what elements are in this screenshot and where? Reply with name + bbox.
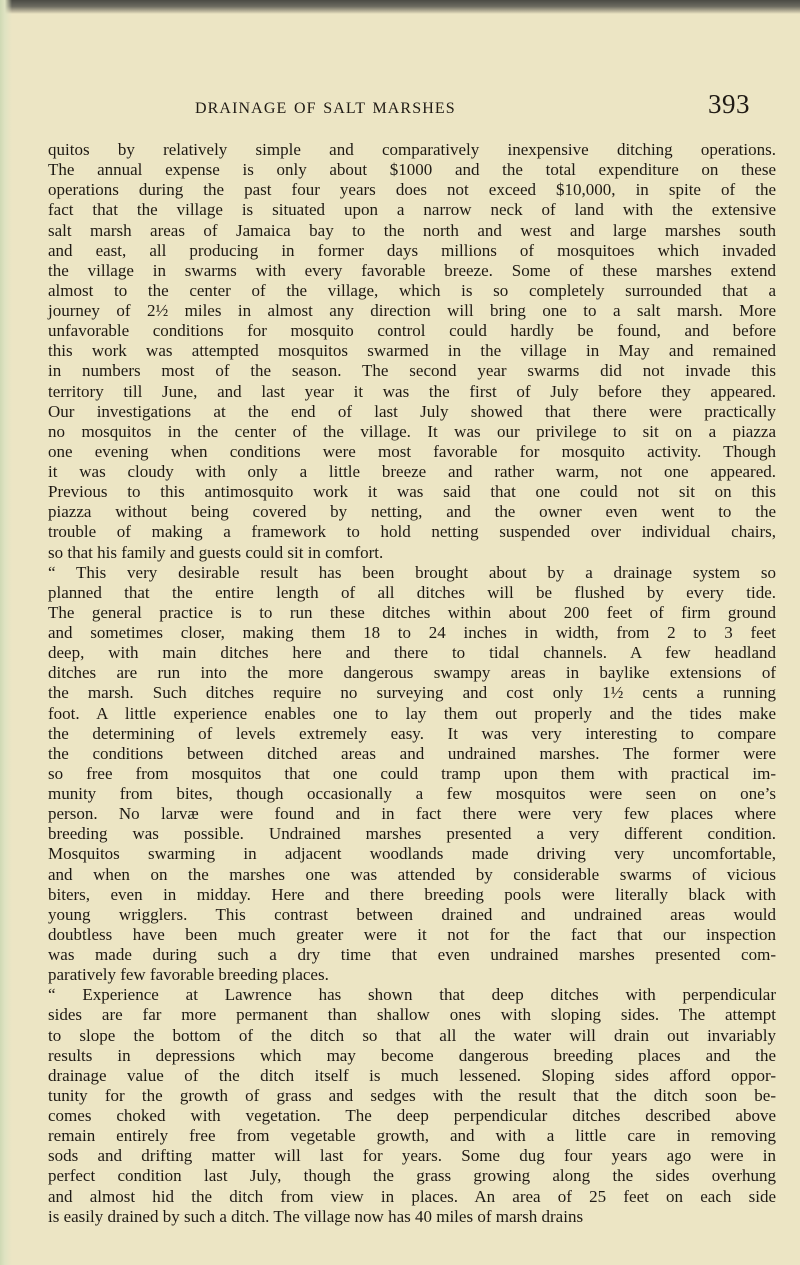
text-line: Our investigations at the end of last July showed that there were practically bbox=[48, 401, 776, 421]
text-line: sods and drifting matter will last for years. Some dug four years ago were in bbox=[48, 1146, 776, 1166]
text-line: territory till June, and last year it was the first of July before they appeared. bbox=[48, 381, 776, 401]
text-line: journey of 2½ miles in almost any direction will bring one to a salt marsh. More bbox=[48, 301, 776, 320]
text-line: this work was attempted mosquitos swarmed in the village in May and remained bbox=[48, 341, 776, 361]
text-line: trouble of making a framework to hold netting suspended over individual chairs, bbox=[48, 522, 776, 542]
page-text bbox=[48, 140, 776, 1227]
text-line: “ This very desirable result has been brought about by a drainage system so bbox=[48, 562, 776, 582]
text-line: The general practice is to run these ditches within about 200 feet of firm ground bbox=[48, 602, 776, 622]
text-line: unfavorable conditions for mosquito control could hardly be found, and before bbox=[48, 321, 776, 341]
text-line: so free from mosquitos that one could tramp upon them with practical im- bbox=[48, 763, 776, 783]
text-line: fact that the village is situated upon a narrow neck of land with the extensive bbox=[48, 200, 776, 220]
text-line: no mosquitos in the center of the village. It was our privilege to sit on a piazza bbox=[48, 421, 776, 441]
text-line: and almost hid the ditch from view in places. An area of 25 feet on each side bbox=[48, 1186, 776, 1206]
text-line: and when on the marshes one was attended by considerable swarms of vicious bbox=[48, 864, 776, 884]
text-line: The annual expense is only about $1000 and the total expenditure on these bbox=[48, 160, 776, 180]
text-line: the conditions between ditched areas and undrained marshes. The former were bbox=[48, 743, 776, 763]
text-line: results in depressions which may become dangerous breeding places and the bbox=[48, 1045, 776, 1065]
text-line: and east, all producing in former days millions of mosquitoes which invaded bbox=[48, 240, 776, 260]
text-line: paratively few favorable breeding places. bbox=[48, 965, 329, 985]
text-line: it was cloudy with only a little breeze and rather warm, not one appeared. bbox=[48, 462, 776, 481]
text-line: almost to the center of the village, which is so completely surrounded that a bbox=[48, 280, 776, 300]
text-line: the village in swarms with every favorable breeze. Some of these marshes extend bbox=[48, 260, 776, 280]
text-line: salt marsh areas of Jamaica bay to the north and west and large marshes south bbox=[48, 220, 776, 240]
text-line: piazza without being covered by netting, and the owner even went to the bbox=[48, 502, 776, 522]
text-line: so that his family and guests could sit in comfort. bbox=[48, 542, 384, 562]
text-line: the determining of levels extremely easy. It was very interesting to compare bbox=[48, 723, 776, 743]
text-line: breeding was possible. Undrained marshes presented a very different condition. bbox=[48, 824, 776, 844]
text-line: young wrigglers. This contrast between drained and undrained areas would bbox=[48, 904, 776, 924]
text-line: ditches are run into the more dangerous swampy areas in baylike extensions of bbox=[48, 663, 776, 683]
text-line: person. No larvæ were found and in fact there were very few places where bbox=[48, 804, 776, 824]
text-line: planned that the entire length of all ditches will be flushed by every tide. bbox=[48, 582, 776, 602]
page-number: 393 bbox=[708, 89, 750, 119]
text-line: was made during such a dry time that even undrained marshes presented com- bbox=[48, 945, 776, 964]
text-line: the marsh. Such ditches require no surveying and cost only 1½ cents a running bbox=[48, 683, 776, 703]
text-line: remain entirely free from vegetable growth, and with a little care in removing bbox=[48, 1126, 776, 1146]
text-line: and sometimes closer, making them 18 to 24 inches in width, from 2 to 3 feet bbox=[48, 623, 776, 642]
running-head bbox=[20, 88, 790, 120]
text-line: perfect condition last July, though the grass growing along the sides overhung bbox=[48, 1166, 776, 1186]
text-line: foot. A little experience enables one to lay them out properly and the tides make bbox=[48, 703, 776, 723]
text-line: biters, even in midday. Here and there breeding pools were literally black with bbox=[48, 884, 776, 904]
text-line: “ Experience at Lawrence has shown that deep ditches with perpendicular bbox=[48, 985, 776, 1005]
text-line: is easily drained by such a ditch. The village now has 40 miles of marsh drains bbox=[48, 1206, 584, 1226]
text-line: Previous to this antimosquito work it was said that one could not sit on this bbox=[48, 482, 776, 502]
text-line: drainage value of the ditch itself is much lessened. Sloping sides afford oppor- bbox=[48, 1065, 776, 1085]
text-line: one evening when conditions were most favorable for mosquito activity. Though bbox=[48, 441, 776, 461]
text-line: tunity for the growth of grass and sedges with the result that the ditch soon be- bbox=[48, 1085, 776, 1105]
running-title: DRAINAGE OF SALT MARSHES bbox=[195, 100, 456, 117]
text-line: munity from bites, though occasionally a few mosquitos were seen on one’s bbox=[48, 784, 776, 803]
text-line: quitos by relatively simple and comparatively inexpensive ditching operations. bbox=[48, 140, 776, 159]
scan-top-edge bbox=[0, 0, 800, 14]
text-line: sides are far more permanent than shallow ones with sloping sides. The attempt bbox=[48, 1005, 776, 1025]
scan-binding-shadow bbox=[0, 0, 12, 1265]
text-line: operations during the past four years does not exceed $10,000, in spite of the bbox=[48, 180, 776, 200]
text-line: comes choked with vegetation. The deep perpendicular ditches described above bbox=[48, 1106, 776, 1125]
text-line: doubtless have been much greater were it not for the fact that our inspection bbox=[48, 924, 776, 944]
text-line: in numbers most of the season. The second year swarms did not invade this bbox=[48, 361, 776, 381]
text-line: deep, with main ditches here and there to tidal channels. A few headland bbox=[48, 643, 776, 663]
text-line: Mosquitos swarming in adjacent woodlands made driving very uncomfortable, bbox=[48, 844, 776, 864]
text-line: to slope the bottom of the ditch so that all the water will drain out invariably bbox=[48, 1025, 776, 1045]
